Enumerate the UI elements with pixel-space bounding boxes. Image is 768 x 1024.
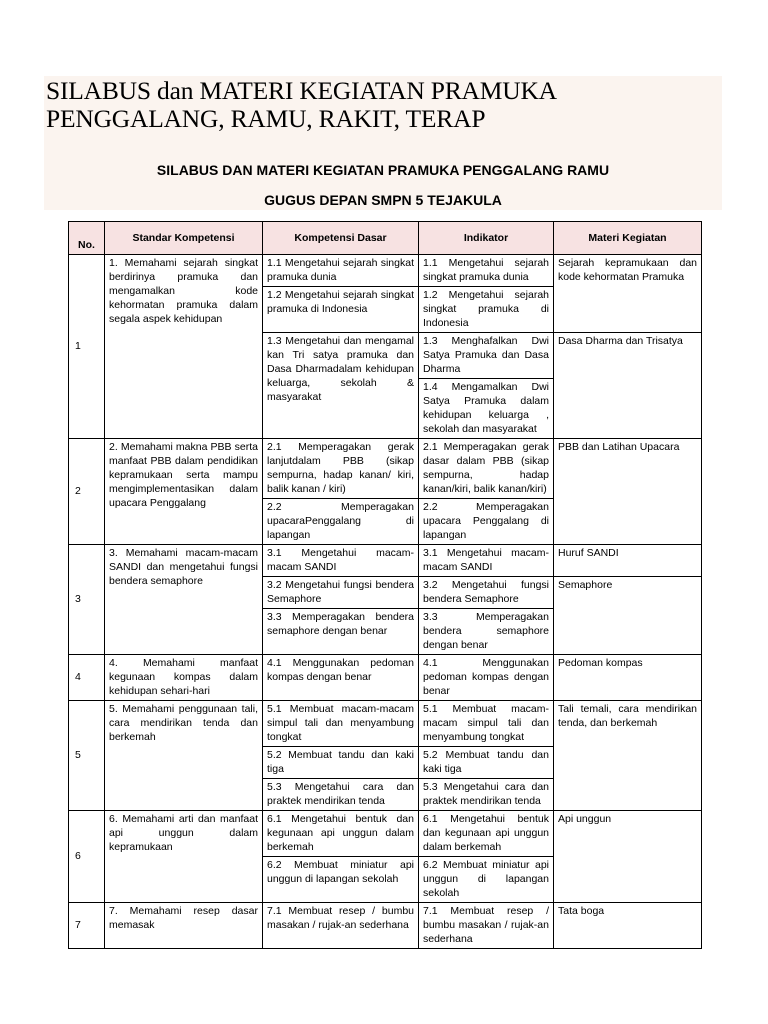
standar-kompetensi-cell: 3. Memahami macam-macam SANDI dan mengetahui fungsi bendera semaphore bbox=[105, 545, 263, 655]
standar-kompetensi-cell: 7. Memahami resep dasar memasak bbox=[105, 903, 263, 949]
table-row bbox=[69, 255, 702, 287]
materi-cell: Huruf SANDI bbox=[554, 545, 702, 577]
kompetensi-dasar-cell: 6.1 Mengetahui bentuk dan kegunaan api unggun dalam berkemah bbox=[263, 811, 419, 857]
indikator-cell: 1.3 Menghafalkan Dwi Satya Pramuka dan Dasa Dharma bbox=[419, 333, 554, 379]
row-number: 5 bbox=[69, 701, 105, 811]
indikator-cell: 3.2 Mengetahui fungsi bendera Semaphore bbox=[419, 577, 554, 609]
page-title: SILABUS dan MATERI KEGIATAN PRAMUKA PENGGALANG, RAMU, RAKIT, TERAP bbox=[46, 76, 556, 133]
indikator-cell: 5.3 Mengetahui cara dan praktek mendirikan tenda bbox=[419, 779, 554, 811]
row-number: 4 bbox=[69, 655, 105, 701]
indikator-cell: 3.3 Memperagakan bendera semaphore dengan benar bbox=[419, 609, 554, 655]
kompetensi-dasar-cell: 2.1 Memperagakan gerak lanjutdalam PBB (sikap sempurna, hadap kanan/ kiri, balik kanan / kiri) bbox=[263, 439, 419, 499]
header-standar-kompetensi: Standar Kompetensi bbox=[105, 222, 263, 255]
syllabus-table bbox=[68, 221, 702, 949]
standar-kompetensi-cell: 4. Memahami manfaat kegunaan kompas dalam kehidupan sehari-hari bbox=[105, 655, 263, 701]
kompetensi-dasar-cell: 5.3 Mengetahui cara dan praktek mendirikan tenda bbox=[263, 779, 419, 811]
materi-cell: Sejarah kepramukaan dan kode kehormatan Pramuka bbox=[554, 255, 702, 333]
table-row bbox=[69, 655, 702, 701]
subtitle-syllabus: SILABUS DAN MATERI KEGIATAN PRAMUKA PENGGALANG RAMU bbox=[156, 162, 610, 178]
header-no: No. bbox=[69, 222, 105, 255]
indikator-cell: 3.1 Mengetahui macam-macam SANDI bbox=[419, 545, 554, 577]
standar-kompetensi-cell: 6. Memahami arti dan manfaat api unggun dalam kepramukaan bbox=[105, 811, 263, 903]
materi-cell: Pedoman kompas bbox=[554, 655, 702, 701]
kompetensi-dasar-cell: 2.2 Memperagakan upacaraPenggalang di lapangan bbox=[263, 499, 419, 545]
materi-cell: Dasa Dharma dan Trisatya bbox=[554, 333, 702, 439]
materi-cell: PBB dan Latihan Upacara bbox=[554, 439, 702, 545]
standar-kompetensi-cell: 2. Memahami makna PBB serta manfaat PBB dalam pendidikan kepramukaan serta mampu mengimplementasikan dalam upacara Penggalang bbox=[105, 439, 263, 545]
kompetensi-dasar-cell: 4.1 Menggunakan pedoman kompas dengan benar bbox=[263, 655, 419, 701]
kompetensi-dasar-cell: 3.2 Mengetahui fungsi bendera Semaphore bbox=[263, 577, 419, 609]
indikator-cell: 6.1 Mengetahui bentuk dan kegunaan api unggun dalam berkemah bbox=[419, 811, 554, 857]
header-kompetensi-dasar: Kompetensi Dasar bbox=[263, 222, 419, 255]
indikator-cell: 4.1 Menggunakan pedoman kompas dengan benar bbox=[419, 655, 554, 701]
kompetensi-dasar-cell: 5.1 Membuat macam-macam simpul tali dan menyambung tongkat bbox=[263, 701, 419, 747]
materi-cell: Semaphore bbox=[554, 577, 702, 655]
materi-cell: Tata boga bbox=[554, 903, 702, 949]
header-materi-kegiatan: Materi Kegiatan bbox=[554, 222, 702, 255]
kompetensi-dasar-cell: 1.2 Mengetahui sejarah singkat pramuka di Indonesia bbox=[263, 287, 419, 333]
standar-kompetensi-cell: 1. Memahami sejarah singkat berdirinya pramuka dan mengamalkan kode kehormatan pramuka dalam segala aspek kehidupan bbox=[105, 255, 263, 439]
kompetensi-dasar-cell: 6.2 Membuat miniatur api unggun di lapangan sekolah bbox=[263, 857, 419, 903]
kompetensi-dasar-cell: 3.3 Memperagakan bendera semaphore dengan benar bbox=[263, 609, 419, 655]
row-number: 7 bbox=[69, 903, 105, 949]
indikator-cell: 5.2 Membuat tandu dan kaki tiga bbox=[419, 747, 554, 779]
kompetensi-dasar-cell: 3.1 Mengetahui macam-macam SANDI bbox=[263, 545, 419, 577]
table-header-row bbox=[69, 222, 702, 255]
indikator-cell: 2.1 Memperagakan gerak dasar dalam PBB (sikap sempurna, hadap kanan/kiri, balik kanan/kiri) bbox=[419, 439, 554, 499]
header-indikator: Indikator bbox=[419, 222, 554, 255]
row-number: 3 bbox=[69, 545, 105, 655]
indikator-cell: 6.2 Membuat miniatur api unggun di lapangan sekolah bbox=[419, 857, 554, 903]
table-row bbox=[69, 545, 702, 577]
indikator-cell: 1.2 Mengetahui sejarah singkat pramuka di Indonesia bbox=[419, 287, 554, 333]
kompetensi-dasar-cell: 7.1 Membuat resep / bumbu masakan / rujak-an sederhana bbox=[263, 903, 419, 949]
row-number: 2 bbox=[69, 439, 105, 545]
subtitle-school: GUGUS DEPAN SMPN 5 TEJAKULA bbox=[264, 192, 502, 208]
standar-kompetensi-cell: 5. Memahami penggunaan tali, cara mendirikan tenda dan berkemah bbox=[105, 701, 263, 811]
indikator-cell: 2.2 Memperagakan upacara Penggalang di lapangan bbox=[419, 499, 554, 545]
row-number: 6 bbox=[69, 811, 105, 903]
kompetensi-dasar-cell: 5.2 Membuat tandu dan kaki tiga bbox=[263, 747, 419, 779]
indikator-cell: 1.4 Mengamalkan Dwi Satya Pramuka dalam kehidupan keluarga , sekolah dan masyarakat bbox=[419, 379, 554, 439]
table-row bbox=[69, 903, 702, 949]
row-number: 1 bbox=[69, 255, 105, 439]
kompetensi-dasar-cell: 1.3 Mengetahui dan mengamal kan Tri satya pramuka dan Dasa Dharmadalam kehidupan keluarga, sekolah & masyarakat bbox=[263, 333, 419, 439]
kompetensi-dasar-cell: 1.1 Mengetahui sejarah singkat pramuka dunia bbox=[263, 255, 419, 287]
indikator-cell: 5.1 Membuat macam-macam simpul tali dan menyambung tongkat bbox=[419, 701, 554, 747]
indikator-cell: 7.1 Membuat resep / bumbu masakan / rujak-an sederhana bbox=[419, 903, 554, 949]
indikator-cell: 1.1 Mengetahui sejarah singkat pramuka dunia bbox=[419, 255, 554, 287]
materi-cell: Tali temali, cara mendirikan tenda, dan berkemah bbox=[554, 701, 702, 811]
materi-cell: Api unggun bbox=[554, 811, 702, 903]
table-row bbox=[69, 811, 702, 857]
table-row bbox=[69, 439, 702, 499]
table-row bbox=[69, 701, 702, 747]
